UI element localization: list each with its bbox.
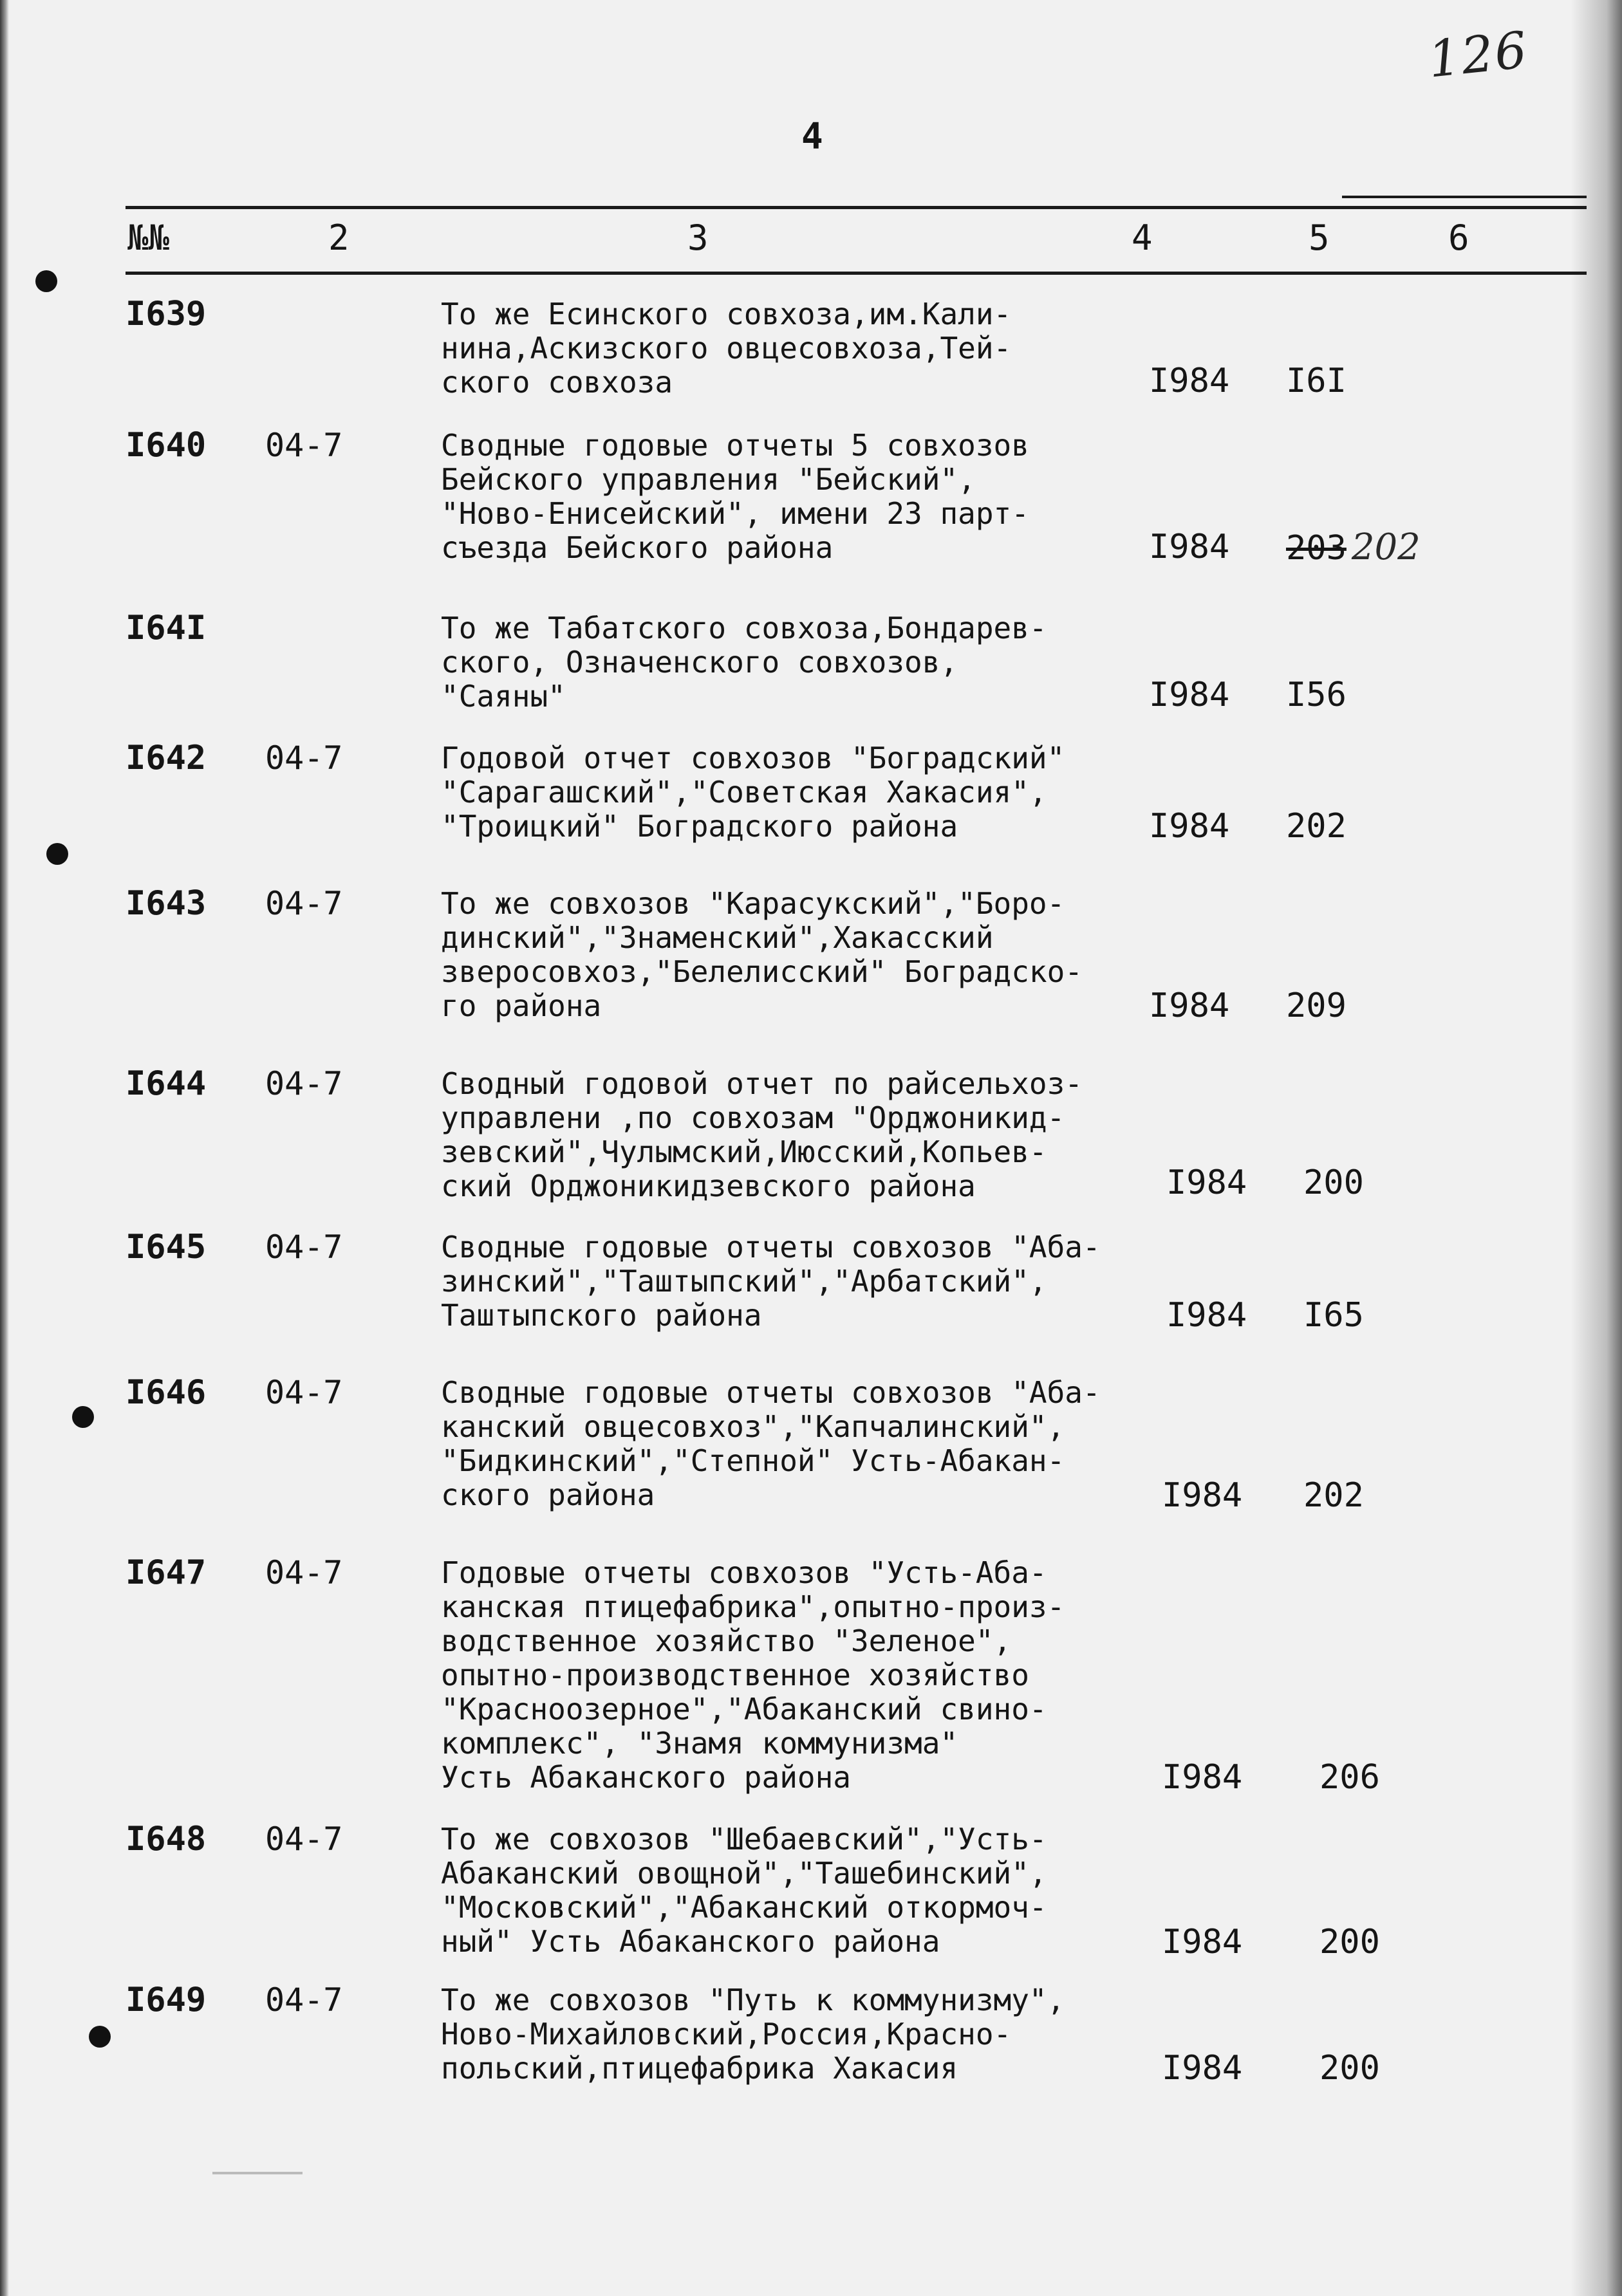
entry-pages: 209 — [1286, 986, 1347, 1025]
punch-hole — [35, 270, 57, 292]
entry-pages: 202 — [1303, 1476, 1364, 1515]
entry-year: I984 — [1162, 1758, 1243, 1797]
entry-pages-handwritten-correction: 202 — [1351, 526, 1421, 568]
entry-number: I645 — [126, 1228, 207, 1266]
entry-number: I648 — [126, 1820, 207, 1858]
entry-number: I647 — [126, 1553, 207, 1592]
entry-number: I646 — [126, 1373, 207, 1412]
entry-pages: 200 — [1319, 2049, 1380, 2088]
entry-year: I984 — [1149, 362, 1230, 400]
entry-year: I984 — [1162, 1476, 1243, 1515]
entry-title: То же совхозов "Шебаевский","Усть- Абаканский овощной","Ташебинский", "Московский","Абаканский откормоч- ный" Усть Абаканского района — [441, 1822, 1047, 1959]
entry-number: I639 — [126, 295, 207, 333]
entry-number: I64I — [126, 609, 207, 647]
entry-pages: I56 — [1286, 676, 1347, 714]
page-edge-shadow — [0, 0, 9, 2296]
entry-title: То же Табатского совхоза,Бондарев- ского, Означенского совхозов, "Саяны" — [441, 611, 1047, 714]
entry-pages: 206 — [1319, 1758, 1380, 1797]
entry-index: 04-7 — [265, 1065, 343, 1102]
column-header-2: 2 — [328, 218, 350, 258]
entry-index: 04-7 — [265, 1981, 343, 2019]
entry-year: I984 — [1149, 986, 1230, 1025]
entry-title: Сводные годовые отчеты совхозов "Аба- канский овцесовхоз","Капчалинский", "Бидкинский","Степной" Усть-Абакан- ского района — [441, 1375, 1101, 1512]
punch-hole — [46, 843, 68, 865]
entry-year: I984 — [1149, 676, 1230, 714]
column-header-5: 5 — [1309, 218, 1330, 258]
entry-title: Сводные годовые отчеты 5 совхозов Бейского управления "Бейский", "Ново-Енисейский", имени 23 парт- съезда Бейского района — [441, 428, 1029, 565]
entry-number: I644 — [126, 1064, 207, 1103]
entry-index: 04-7 — [265, 1554, 343, 1591]
entry-year: I984 — [1162, 1923, 1243, 1961]
column-header-4: 4 — [1132, 218, 1153, 258]
entry-pages: I65 — [1303, 1296, 1364, 1335]
entry-index: 04-7 — [265, 1228, 343, 1266]
entry-year: I984 — [1149, 528, 1230, 566]
entry-index: 04-7 — [265, 427, 343, 464]
handwritten-archive-number: 126 — [1425, 21, 1531, 89]
entry-number: I649 — [126, 1981, 207, 2019]
entry-pages-struck: 203 — [1286, 529, 1347, 568]
entry-index: 04-7 — [265, 1820, 343, 1858]
entry-title: Сводные годовые отчеты совхозов "Аба- зинский","Таштыпский","Арбатский", Таштыпского района — [441, 1230, 1101, 1333]
page-number: 4 — [801, 116, 823, 158]
entry-title: Годовой отчет совхозов "Боградский" "Сарагашский","Советская Хакасия", "Троицкий" Боградского района — [441, 741, 1065, 844]
entry-number: I642 — [126, 739, 207, 777]
entry-pages: I6I — [1286, 362, 1347, 400]
entry-year: I984 — [1166, 1163, 1247, 1202]
entry-index: 04-7 — [265, 739, 343, 777]
column-header-6: 6 — [1448, 218, 1469, 258]
header-rule-bottom — [126, 272, 1587, 275]
entry-pages: 200 — [1319, 1923, 1380, 1961]
entry-index: 04-7 — [265, 1374, 343, 1411]
entry-pages-cell — [1286, 526, 1421, 568]
page-edge-shadow — [1571, 0, 1622, 2296]
entry-number: I640 — [126, 426, 207, 465]
entry-title: То же совхозов "Путь к коммунизму", Ново-Михайловский,Россия,Красно- польский,птицефабрика Хакасия — [441, 1983, 1065, 2086]
punch-hole — [72, 1406, 94, 1428]
entry-index: 04-7 — [265, 885, 343, 922]
entry-year: I984 — [1162, 2049, 1243, 2088]
scan-smudge — [212, 2172, 303, 2174]
column-header-3: 3 — [687, 218, 709, 258]
entry-title: Годовые отчеты совхозов "Усть-Аба- канская птицефабрика",опытно-произ- водственное хозяйство "Зеленое", опытно-производственное хозяйство "Красноозерное","Абаканский свино- комплекс", "Знамя коммунизма" Усть Абаканского района — [441, 1555, 1065, 1795]
entry-year: I984 — [1149, 807, 1230, 846]
entry-title: То же Есинского совхоза,им.Кали- нина,Аскизского овцесовхоза,Тей- ского совхоза — [441, 297, 1012, 400]
entry-title: То же совхозов "Карасукский","Боро- динский","Знаменский",Хакасский зверосовхоз,"Белелисский" Боградско- го района — [441, 886, 1083, 1023]
entry-title: Сводный годовой отчет по райсельхоз- управлени ,по совхозам "Орджоникид- зевский",Чулымский,Июсский,Копьев- ский Орджоникидзевского района — [441, 1066, 1083, 1203]
column-header-number: №№ — [127, 218, 170, 258]
punch-hole — [89, 2026, 111, 2048]
entry-number: I643 — [126, 884, 207, 923]
header-rule-top — [126, 206, 1587, 209]
entry-pages: 200 — [1303, 1163, 1364, 1202]
entry-pages: 202 — [1286, 807, 1347, 846]
entry-year: I984 — [1166, 1296, 1247, 1335]
